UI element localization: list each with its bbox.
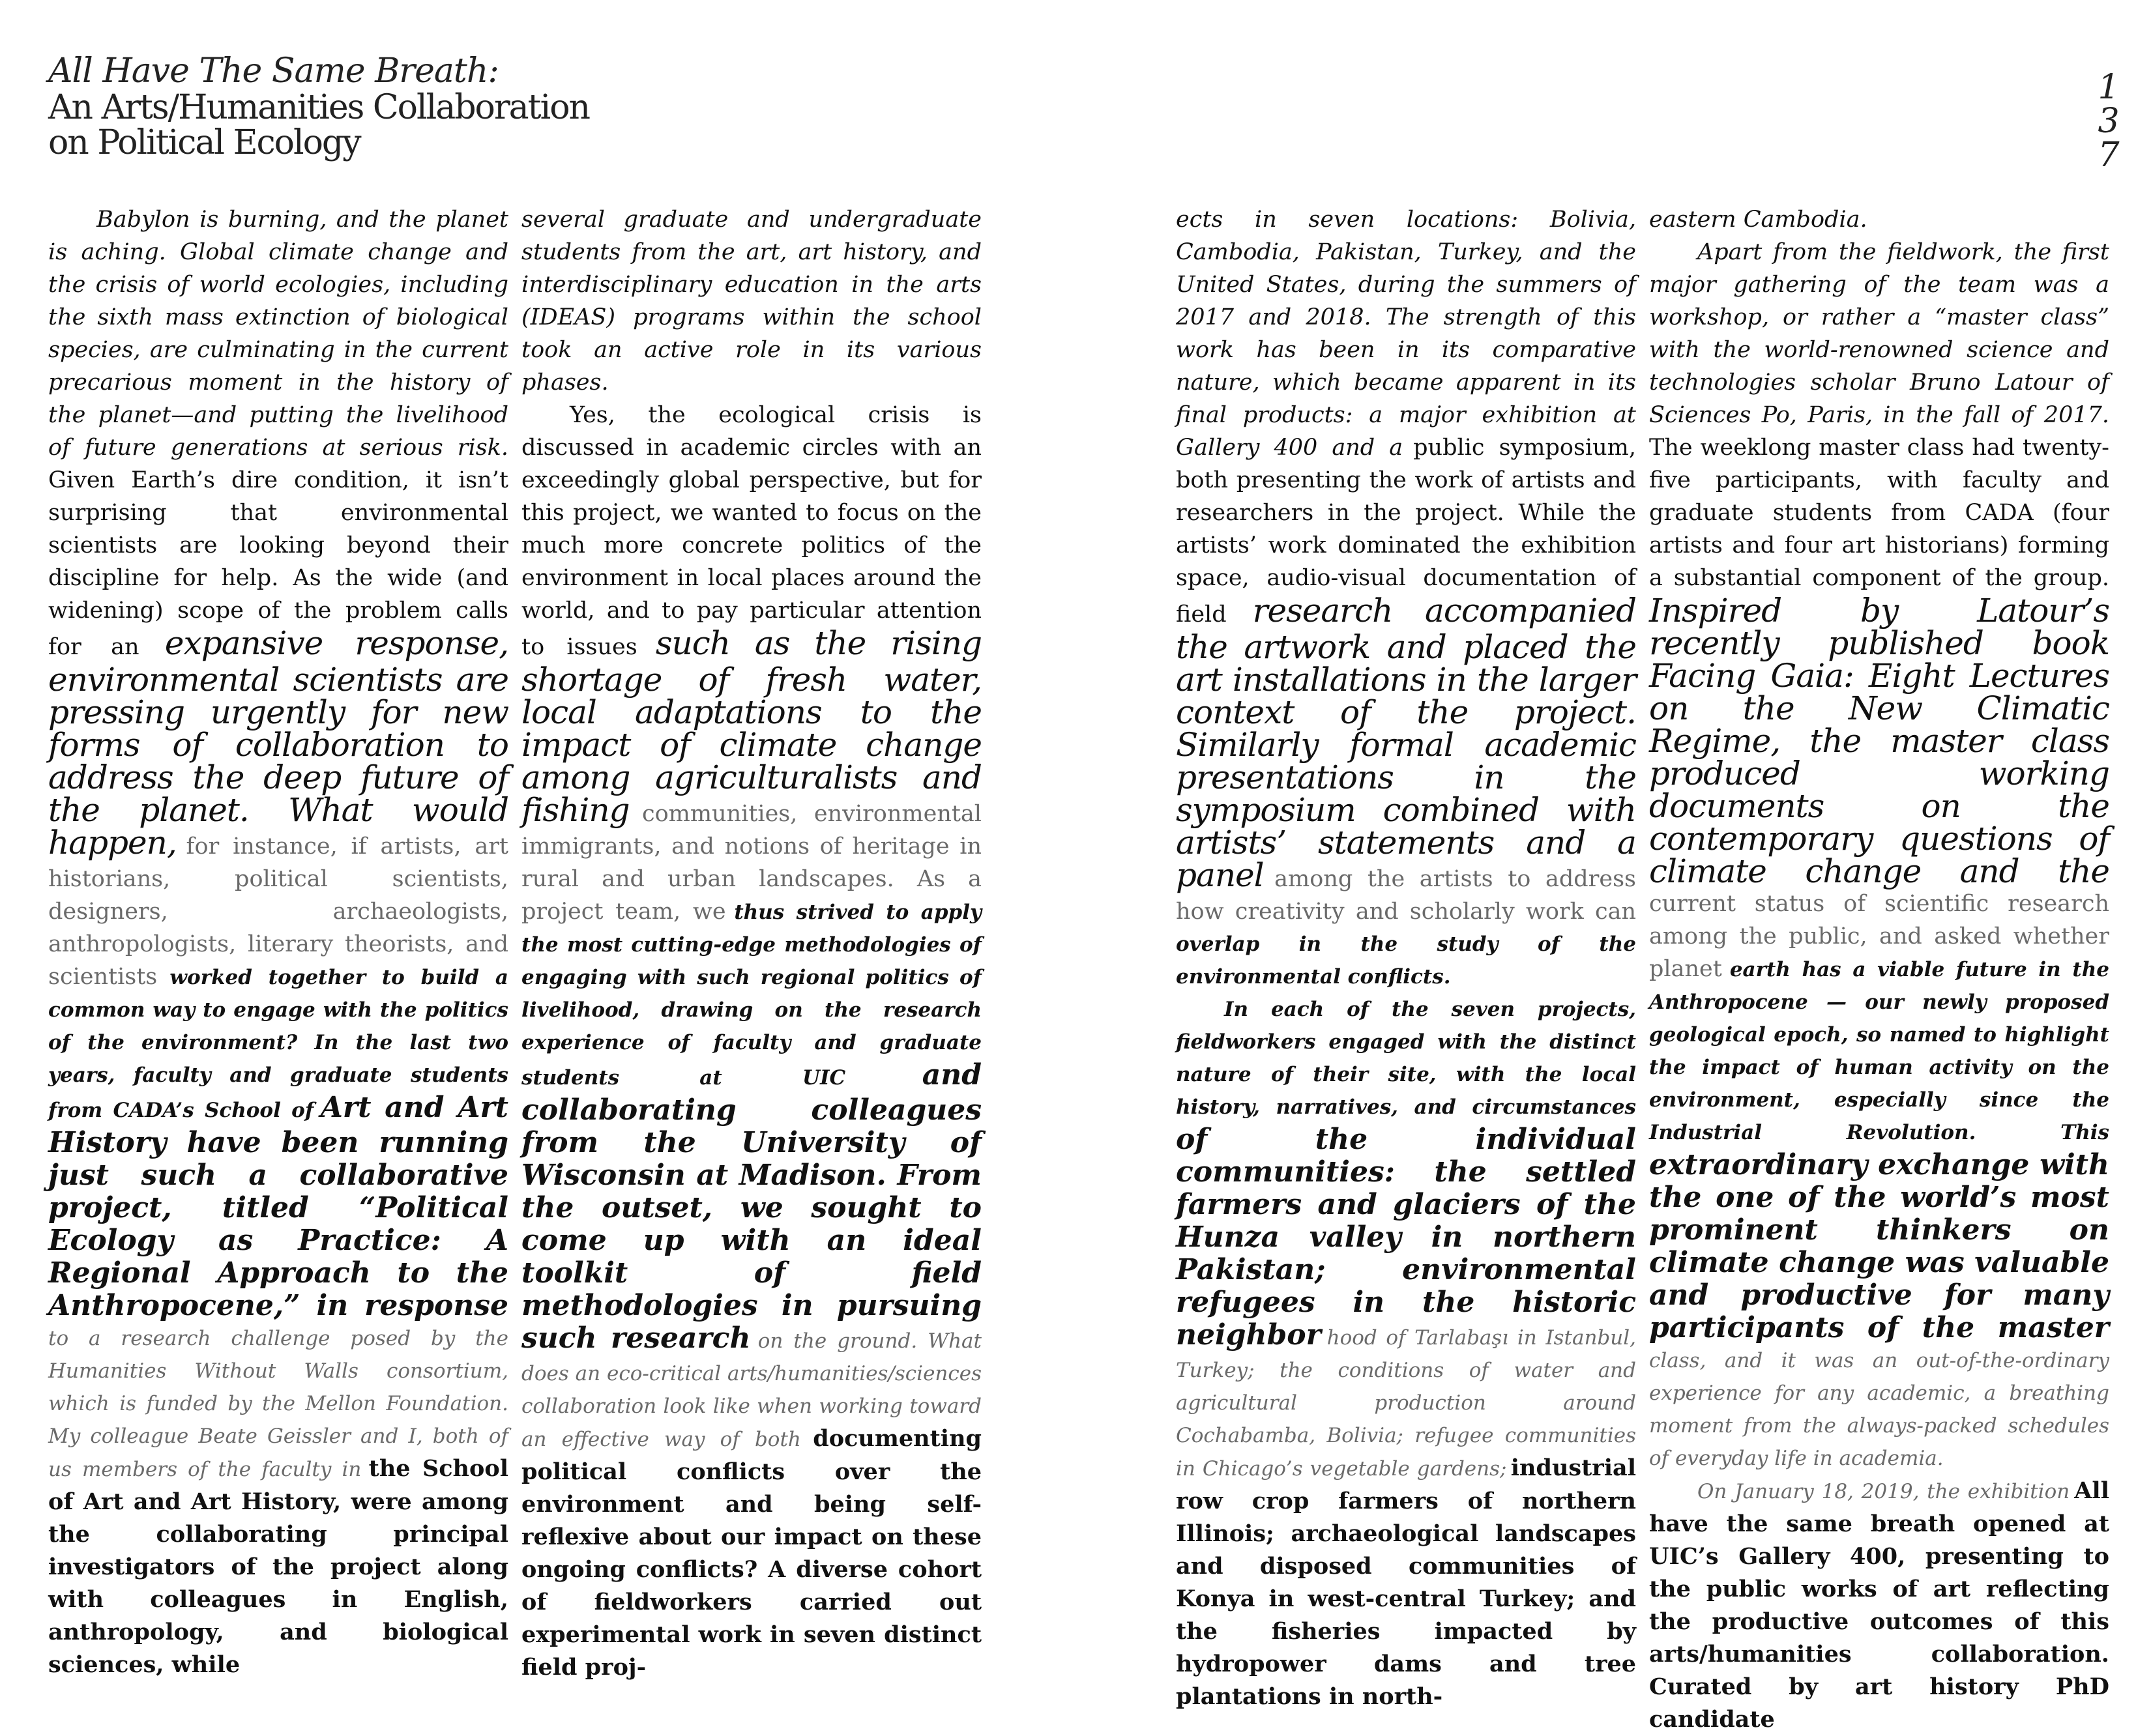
text-run: Art and Art History have been running just such a collaborative project, titled “Political Ecology as Practice: A Regional Approach to the Anthropocene,” in response: [48, 1091, 508, 1322]
text-run: thus strived to apply the most cutting-edge methodologies of engaging with such regional politics of livelihood, drawing on the research experience of faculty and graduate students at UIC: [521, 901, 982, 1090]
text-run: Yes, the ecological crisis is discussed in academic circles with an exceedingly global perspective, but for this project, we wanted to focus on the much more concrete politics of the environment in local places around the world, and to pay particular attention to issues: [521, 402, 982, 660]
page-number: [2092, 68, 2125, 175]
paragraph: [48, 203, 508, 1681]
text-run: for instance, if artists, art historians, political scientists, designers, archaeologists, anthropologists, literary theorists, and scientists: [48, 833, 508, 990]
text-run: earth has a viable future in the Anthropocene — our newly proposed geological epoch, so named to highlight the impact of human activity on the environment, especially since the Industrial Revolution. This: [1649, 958, 2109, 1144]
paragraph: [1649, 236, 2109, 1475]
paragraph: [521, 203, 982, 399]
paragraph: [1176, 203, 1636, 993]
text-run: public symposium, both presenting the work of artists and researchers in the project. While the artists’ work dominated the exhibition space, audio-visual documentation of field: [1176, 435, 1636, 628]
text-run: research accompanied the artwork and placed the art installations in the larger context of the project. Similarly formal academic presentations in the symposium combined with artists’ statements and a panel: [1176, 592, 1636, 894]
text-run: such as the rising shortage of fresh water, local adaptations to the impact of climate change among agriculturalists and fishing: [521, 624, 982, 829]
text-run: Inspired by Latour’s recently published book Facing Gaia: Eight Lectures on the New Climatic Regime, the master class produced working documents on the contemporary questions of climate change and the: [1649, 592, 2109, 890]
page-number-digit: 1: [2098, 68, 2120, 107]
text-run: Apart from the fieldwork, the first major gathering of the team was a workshop, or rather a “master class” with the world-renowned science and technologies scholar Bruno Latour of Sciences Po, Paris, in the fall of 2017.: [1649, 239, 2109, 428]
text-run: hood of Tarlabaşı in Istanbul, Turkey; the conditions of water and agricultural production around Cochabamba, Bolivia; refugee communities in Chicago’s vegetable gardens;: [1176, 1326, 1636, 1481]
text-run: communities, environmental immigrants, and notions of heritage in rural and urban landscapes. As a project team, we: [521, 801, 982, 925]
paragraph: [1649, 203, 2109, 236]
paragraph: [1176, 993, 1636, 1713]
text-run: industrial row crop farmers of northern Illinois; archaeological landscapes and disposed communities of Konya in west-central Turkey; and the fisheries impacted by hydropower dams and tree plantations in north-: [1176, 1454, 1636, 1710]
text-column-3: [1176, 203, 1636, 1713]
running-head-subtitle-line2: on Political Ecology: [48, 123, 360, 162]
text-run: expansive response, environmental scientists are pressing urgently for new forms of collaboration to address the deep future of the planet. What would happen,: [48, 624, 508, 861]
text-run: overlap in the study of the environmental conflicts.: [1176, 933, 1636, 989]
text-run: class, and it was an out-of-the-ordinary experience for any academic, a breathing moment from the always-packed schedules of everyday life in academia.: [1649, 1349, 2109, 1470]
text-run: extraordinary exchange with the one of the world’s most prominent thinkers on climate change was valuable and productive for many participants of the master: [1649, 1148, 2109, 1344]
text-run: Babylon is burning, and the planet is aching. Global climate change and the crisis of world ecologies, including the sixth mass extinction of biological species, are culminating in the current precarious moment in the history of the planet—and putting the livelihood of future generations at serious risk.: [48, 207, 508, 461]
text-run: on the ground. What does an eco-critical arts/humanities/sciences collaboration look like when working toward an effective way of both: [521, 1329, 982, 1451]
text-run: worked together to build a common way to engage with the politics of the environment? In the last two years, faculty and graduate students from CADA’s School of: [48, 966, 509, 1122]
text-run: current status of scientific research among the public, and asked whether planet: [1649, 891, 2109, 982]
text-run: All have the same breath opened at UIC’s Gallery 400, presenting to the public works of art reflecting the productive outcomes of this arts/humanities collaboration. Curated by art history PhD candidate: [1649, 1477, 2109, 1733]
text-column-4: [1649, 203, 2109, 1736]
text-run: among the artists to address how creativity and scholarly work can: [1176, 866, 1636, 925]
text-column-2: [521, 203, 982, 1684]
text-run: of the individual communities: the settled farmers and glaciers of the Hunza valley in northern Pakistan; environmental refugees in the historic neighbor: [1176, 1123, 1636, 1352]
page-number-digit: 3: [2098, 102, 2120, 141]
text-run: ects in seven locations: Bolivia, Cambodia, Pakistan, Turkey, and the United States, during the summers of 2017 and 2018. The strength of this work has been in its comparative nature, which became apparent in its final products: a major exhibition at Gallery 400 and a: [1176, 207, 1636, 461]
text-run: The weeklong master class had twenty-five participants, with faculty and graduate students from CADA (four artists and four art historians) forming a substantial component of the group.: [1649, 435, 2109, 591]
text-run: several graduate and undergraduate students from the art, art history, and interdisciplinary education in the arts (IDEAS) programs within the school took an active role in its various phases.: [521, 207, 982, 396]
text-run: the School of Art and Art History, were among the collaborating principal investigators of the project along with colleagues in English, anthropology, and biological sciences, while: [48, 1455, 508, 1678]
text-run: documenting political conflicts over the environment and being self-reflexive about our impact on these ongoing conflicts? A diverse cohort of fieldworkers carried out experimental work in seven distinct field proj-: [521, 1425, 982, 1681]
text-run: eastern Cambodia.: [1649, 207, 1867, 233]
running-head-subtitle-line1: An Arts/Humanities Collaboration: [48, 88, 590, 127]
text-run: On January 18, 2019, the exhibition: [1697, 1480, 2070, 1503]
text-run: to a research challenge posed by the Humanities Without Walls consortium, which is funded by the Mellon Foundation. My colleague Beate Geissler and I, both of us members of the faculty in: [48, 1327, 508, 1481]
running-head: [48, 52, 700, 160]
text-run: In each of the seven projects, fieldworkers engaged with the distinct nature of their site, with the local history, narratives, and circumstances: [1176, 998, 1636, 1119]
text-column-1: [48, 203, 508, 1681]
running-head-title: All Have The Same Breath:: [48, 51, 499, 91]
text-run: Given Earth’s dire condition, it isn’t surprising that environmental scientists are looking beyond their discipline for help. As the wide (and widening) scope of the problem calls for an: [48, 467, 508, 660]
text-run: and collaborating colleagues from the University of Wisconsin at Madison. From the outset, we sought to come up with an ideal toolkit of field methodologies in pursuing such research: [521, 1058, 982, 1355]
page-number-digit: 7: [2098, 136, 2120, 175]
paragraph: [521, 399, 982, 1684]
paragraph: [1649, 1475, 2109, 1736]
